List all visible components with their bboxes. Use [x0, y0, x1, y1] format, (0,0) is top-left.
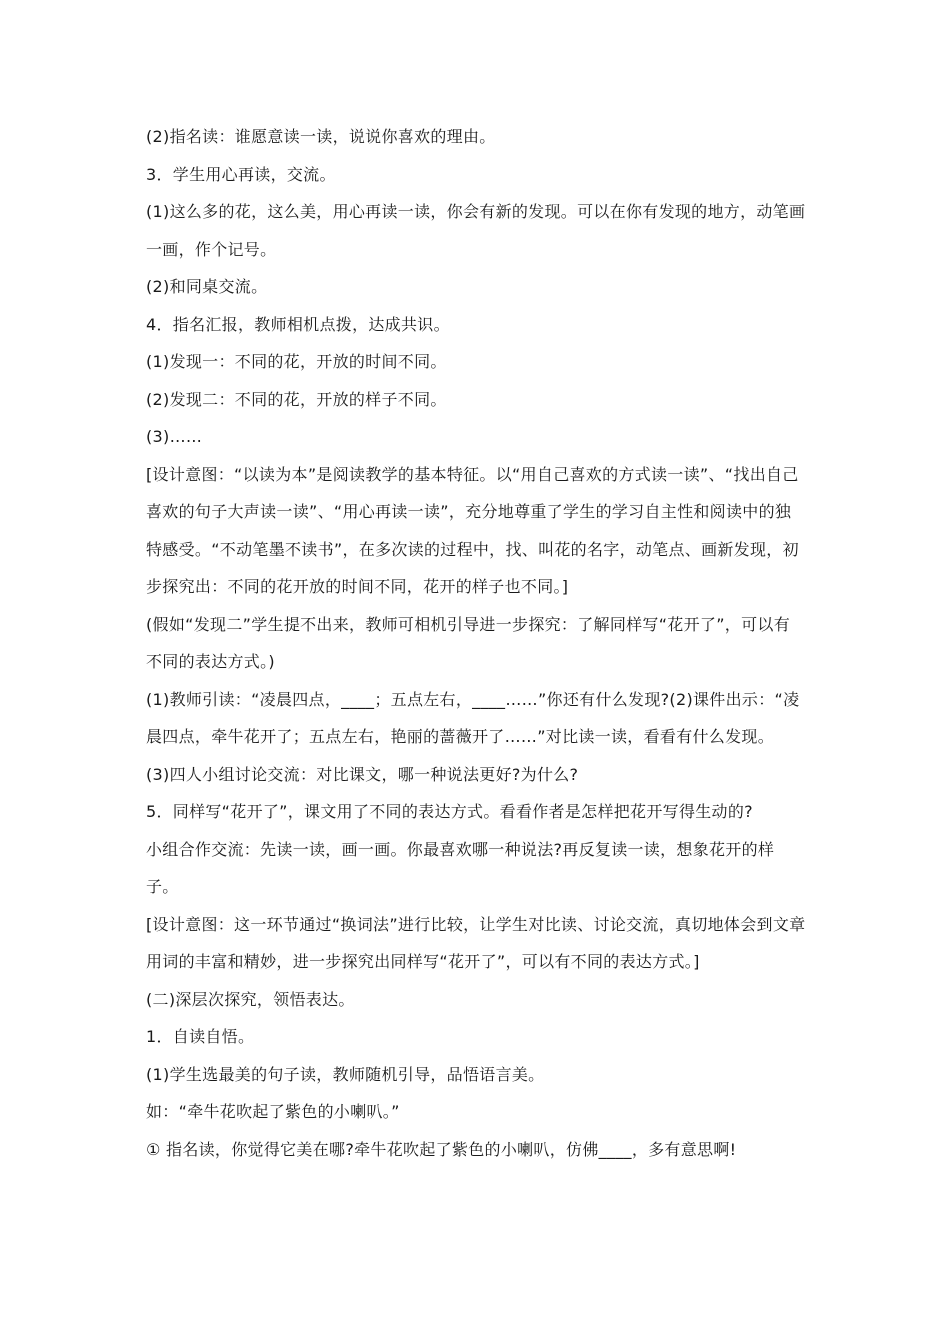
paragraph: (2)指名读：谁愿意读一读，说说你喜欢的理由。 [146, 127, 496, 146]
paragraph: ① 指名读，你觉得它美在哪?牵牛花吹起了紫色的小喇叭，仿佛____，多有意思啊! [146, 1139, 737, 1159]
paragraph: (2)发现二：不同的花，开放的样子不同。 [146, 389, 447, 409]
design-intent-paragraph: [设计意图：“以读为本”是阅读教学的基本特征。以“用自己喜欢的方式读一读”、“找出自己喜欢的句子大声读一读”、“用心再读一读”，充分地尊重了学生的学习自主性和阅读中的独特感受。“不动笔墨不读书”，在多次读的过程中，找、叫花的名字，动笔点、画新发现，初步探究出：不同的花开放的时间不同，花开的样子也不同。] [146, 464, 799, 596]
paragraph: (假如“发现二”学生提不出来，教师可相机引导进一步探究：了解同样写“花开了”，可以有不同的表达方式。) [146, 614, 790, 671]
paragraph: 如：“牵牛花吹起了紫色的小喇叭。” [146, 1102, 400, 1121]
paragraph: (1)发现一：不同的花，开放的时间不同。 [146, 352, 447, 371]
lesson-plan-text [146, 118, 806, 1168]
paragraph: (3)…… [146, 427, 203, 446]
section-heading: (二)深层次探究，领悟表达。 [146, 989, 355, 1009]
paragraph: (1)这么多的花，这么美，用心再读一读，你会有新的发现。可以在你有发现的地方，动笔画一画，作个记号。 [146, 202, 806, 259]
paragraph: (2)和同桌交流。 [146, 277, 268, 296]
paragraph: (1)教师引读：“凌晨四点，____；五点左右，____……”你还有什么发现?(2)课件出示：“凌晨四点，牵牛花开了；五点左右，艳丽的蔷薇开了……”对比读一读，看看有什么发现。 [146, 689, 800, 746]
paragraph: 3．学生用心再读，交流。 [146, 164, 336, 184]
paragraph: 4．指名汇报，教师相机点拨，达成共识。 [146, 314, 450, 334]
paragraph: 5．同样写“花开了”，课文用了不同的表达方式。看看作者是怎样把花开写得生动的? [146, 802, 753, 821]
paragraph: 小组合作交流：先读一读，画一画。你最喜欢哪一种说法?再反复读一读，想象花开的样子。 [146, 839, 775, 896]
paragraph: (3)四人小组讨论交流：对比课文，哪一种说法更好?为什么? [146, 764, 579, 784]
paragraph: (1)学生选最美的句子读，教师随机引导，品悟语言美。 [146, 1064, 545, 1084]
design-intent-paragraph: [设计意图：这一环节通过“换词法”进行比较，让学生对比读、讨论交流，真切地体会到文章用词的丰富和精妙，进一步探究出同样写“花开了”，可以有不同的表达方式。] [146, 914, 806, 971]
paragraph: 1．自读自悟。 [146, 1027, 255, 1046]
